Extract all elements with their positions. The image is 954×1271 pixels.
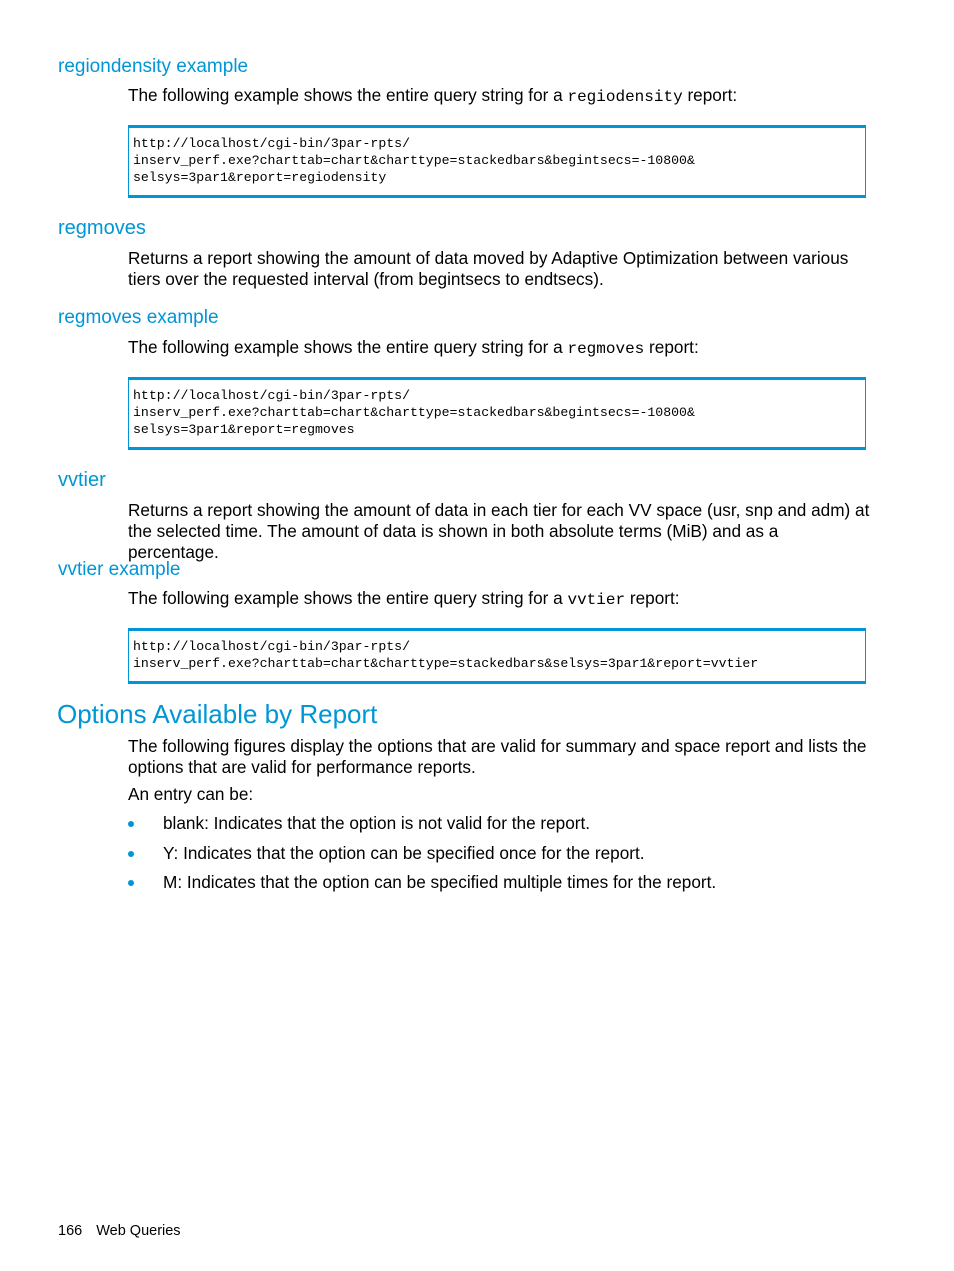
vvtier-example-intro: The following example shows the entire query string for a vvtier report: xyxy=(128,588,680,609)
code-line: selsys=3par1&report=regmoves xyxy=(133,422,355,437)
regiodensity-code-term: regiodensity xyxy=(567,88,683,106)
code-line: http://localhost/cgi-bin/3par-rpts/ xyxy=(133,388,410,403)
options-bullet-list xyxy=(128,813,873,893)
vvtier-code-term: vvtier xyxy=(567,591,626,609)
regiodensity-example-heading: regiondensity example xyxy=(58,56,249,77)
list-item: M: Indicates that the option can be specified multiple times for the report. xyxy=(128,872,873,893)
code-line: http://localhost/cgi-bin/3par-rpts/ xyxy=(133,136,410,151)
footer-section-title: Web Queries xyxy=(96,1223,181,1239)
vvtier-example-heading: vvtier example xyxy=(58,559,181,580)
vvtier-heading: vvtier xyxy=(58,469,106,491)
options-entry-intro: An entry can be: xyxy=(128,784,254,804)
page-footer xyxy=(58,1222,195,1240)
options-heading: Options Available by Report xyxy=(57,699,378,729)
list-item: blank: Indicates that the option is not valid for the report. xyxy=(128,813,873,834)
regmoves-code-term: regmoves xyxy=(567,340,645,358)
code-line: inserv_perf.exe?charttab=chart&charttype=stackedbars&selsys=3par1&report=vvtier xyxy=(133,656,759,671)
regmoves-code-block xyxy=(128,377,866,450)
code-line: inserv_perf.exe?charttab=chart&charttype=stackedbars&begintsecs=-10800& xyxy=(133,153,695,168)
page-number: 166 xyxy=(58,1223,83,1239)
regiodensity-example-intro: The following example shows the entire query string for a regiodensity report: xyxy=(128,85,738,106)
bullet-icon xyxy=(128,880,134,886)
vvtier-description: Returns a report showing the amount of data in each tier for each VV space (usr, snp and adm) at the selected time. The amount of data is shown in both absolute terms (MiB) and as a percentage. xyxy=(128,500,870,562)
regmoves-heading: regmoves xyxy=(58,217,146,239)
bullet-icon xyxy=(128,821,134,827)
options-description: The following figures display the options that are valid for summary and space report and lists the options that are valid for performance reports. xyxy=(128,736,867,777)
regmoves-description: Returns a report showing the amount of data moved by Adaptive Optimization between various tiers over the requested interval (from begintsecs to endtsecs). xyxy=(128,248,849,289)
regiodensity-code-block xyxy=(128,125,866,198)
vvtier-code-block xyxy=(128,628,866,684)
regmoves-example-heading: regmoves example xyxy=(58,307,219,328)
list-item: Y: Indicates that the option can be specified once for the report. xyxy=(128,843,873,864)
bullet-icon xyxy=(128,851,134,857)
code-line: inserv_perf.exe?charttab=chart&charttype=stackedbars&begintsecs=-10800& xyxy=(133,405,695,420)
code-line: selsys=3par1&report=regiodensity xyxy=(133,170,387,185)
code-line: http://localhost/cgi-bin/3par-rpts/ xyxy=(133,639,410,654)
regmoves-example-intro: The following example shows the entire query string for a regmoves report: xyxy=(128,337,699,358)
